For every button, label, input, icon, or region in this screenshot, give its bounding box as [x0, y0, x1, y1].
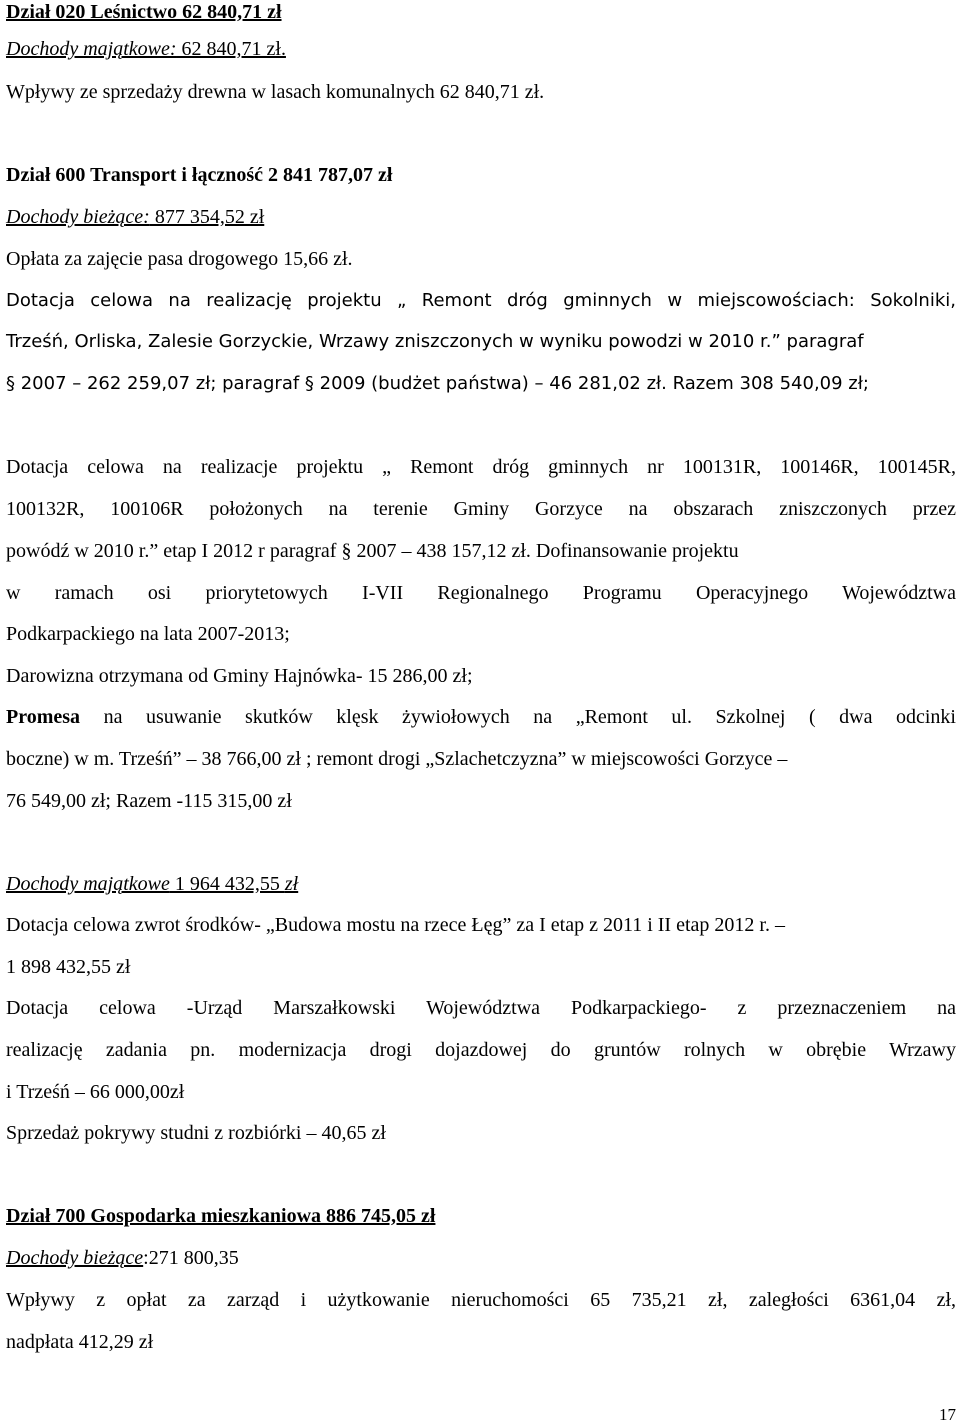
text-line: 76 549,00 zł; Razem -115 315,00 zł — [6, 790, 292, 812]
page-number: 17 — [939, 1405, 956, 1424]
text-line — [6, 1246, 956, 1270]
text-line — [6, 37, 956, 61]
text-segment: 62 840,71 zł. — [176, 38, 286, 60]
text-line: powódź w 2010 r.” etap I 2012 r paragraf § 2007 – 438 157,12 zł. Dofinansowanie projektu — [6, 540, 739, 562]
text-line: § 2007 – 262 259,07 zł; paragraf § 2009 (budżet państwa) – 46 281,02 zł. Razem 308 540,09 zł; — [6, 373, 869, 394]
text-segment: Dochody bieżące — [6, 1247, 144, 1269]
text-line: Dział 600 Transport i łączność 2 841 787,07 zł — [6, 164, 393, 186]
text-line: Dotacja celowa na realizację projektu „ Remont dróg gminnych w miejscowościach: Sokolniki, — [6, 290, 956, 311]
text-segment: Dochody majątkowe: — [6, 38, 177, 60]
text-line: 1 898 432,55 zł — [6, 956, 131, 978]
text-line: Wpływy ze sprzedaży drewna w lasach komunalnych 62 840,71 zł. — [6, 81, 545, 103]
text-line: Trześń, Orliska, Zalesie Gorzyckie, Wrzawy zniszczonych w wyniku powodzi w 2010 r.” paragraf — [6, 331, 864, 352]
text-line: Podkarpackiego na lata 2007-2013; — [6, 623, 290, 645]
text-line: realizację zadania pn. modernizacja drogi dojazdowej do gruntów rolnych w obrębie Wrzawy — [6, 1039, 956, 1061]
text-line — [6, 872, 956, 896]
text-line: Wpływy z opłat za zarząd i użytkowanie nieruchomości 65 735,21 zł, zaległości 6361,04 zł, — [6, 1289, 956, 1311]
text-line: i Trześń – 66 000,00zł — [6, 1081, 185, 1103]
text-line — [6, 705, 956, 729]
text-segment: Dochody majątkowe — [6, 873, 170, 895]
text-line: Dział 020 Leśnictwo 62 840,71 zł — [6, 1, 282, 23]
text-segment: :271 800,35 — [143, 1247, 239, 1269]
text-segment: zł — [284, 873, 299, 895]
text-line: Dział 700 Gospodarka mieszkaniowa 886 745,05 zł — [6, 1205, 436, 1227]
text-segment: 877 354,52 zł — [149, 206, 265, 228]
text-line: boczne) w m. Trześń” – 38 766,00 zł ; remont drogi „Szlachetczyzna” w miejscowości Gorzyce – — [6, 748, 788, 770]
text-segment: na usuwanie skutków klęsk żywiołowych na „Remont ul. Szkolnej ( dwa odcinki — [80, 706, 956, 728]
text-line: Opłata za zajęcie pasa drogowego 15,66 zł. — [6, 248, 353, 270]
text-line: Dotacja celowa na realizacje projektu „ Remont dróg gminnych nr 100131R, 100146R, 100145R, — [6, 456, 956, 478]
text-line: w ramach osi priorytetowych I-VII Regionalnego Programu Operacyjnego Województwa — [6, 582, 956, 604]
text-line: Sprzedaż pokrywy studni z rozbiórki – 40,65 zł — [6, 1122, 386, 1144]
text-line: Dotacja celowa -Urząd Marszałkowski Województwa Podkarpackiego- z przeznaczeniem na — [6, 997, 956, 1019]
text-segment: 1 964 432,55 — [169, 873, 285, 895]
text-line: Darowizna otrzymana od Gminy Hajnówka- 15 286,00 zł; — [6, 665, 473, 687]
text-line — [6, 205, 956, 229]
text-segment: Dochody bieżące: — [6, 206, 150, 228]
text-segment: Promesa — [6, 706, 81, 728]
text-line: 100132R, 100106R położonych na terenie Gminy Gorzyce na obszarach zniszczonych przez — [6, 498, 956, 520]
text-line: nadpłata 412,29 zł — [6, 1331, 154, 1353]
text-line: Dotacja celowa zwrot środków- „Budowa mostu na rzece Łęg” za I etap z 2011 i II etap 2012 r. – — [6, 914, 785, 936]
